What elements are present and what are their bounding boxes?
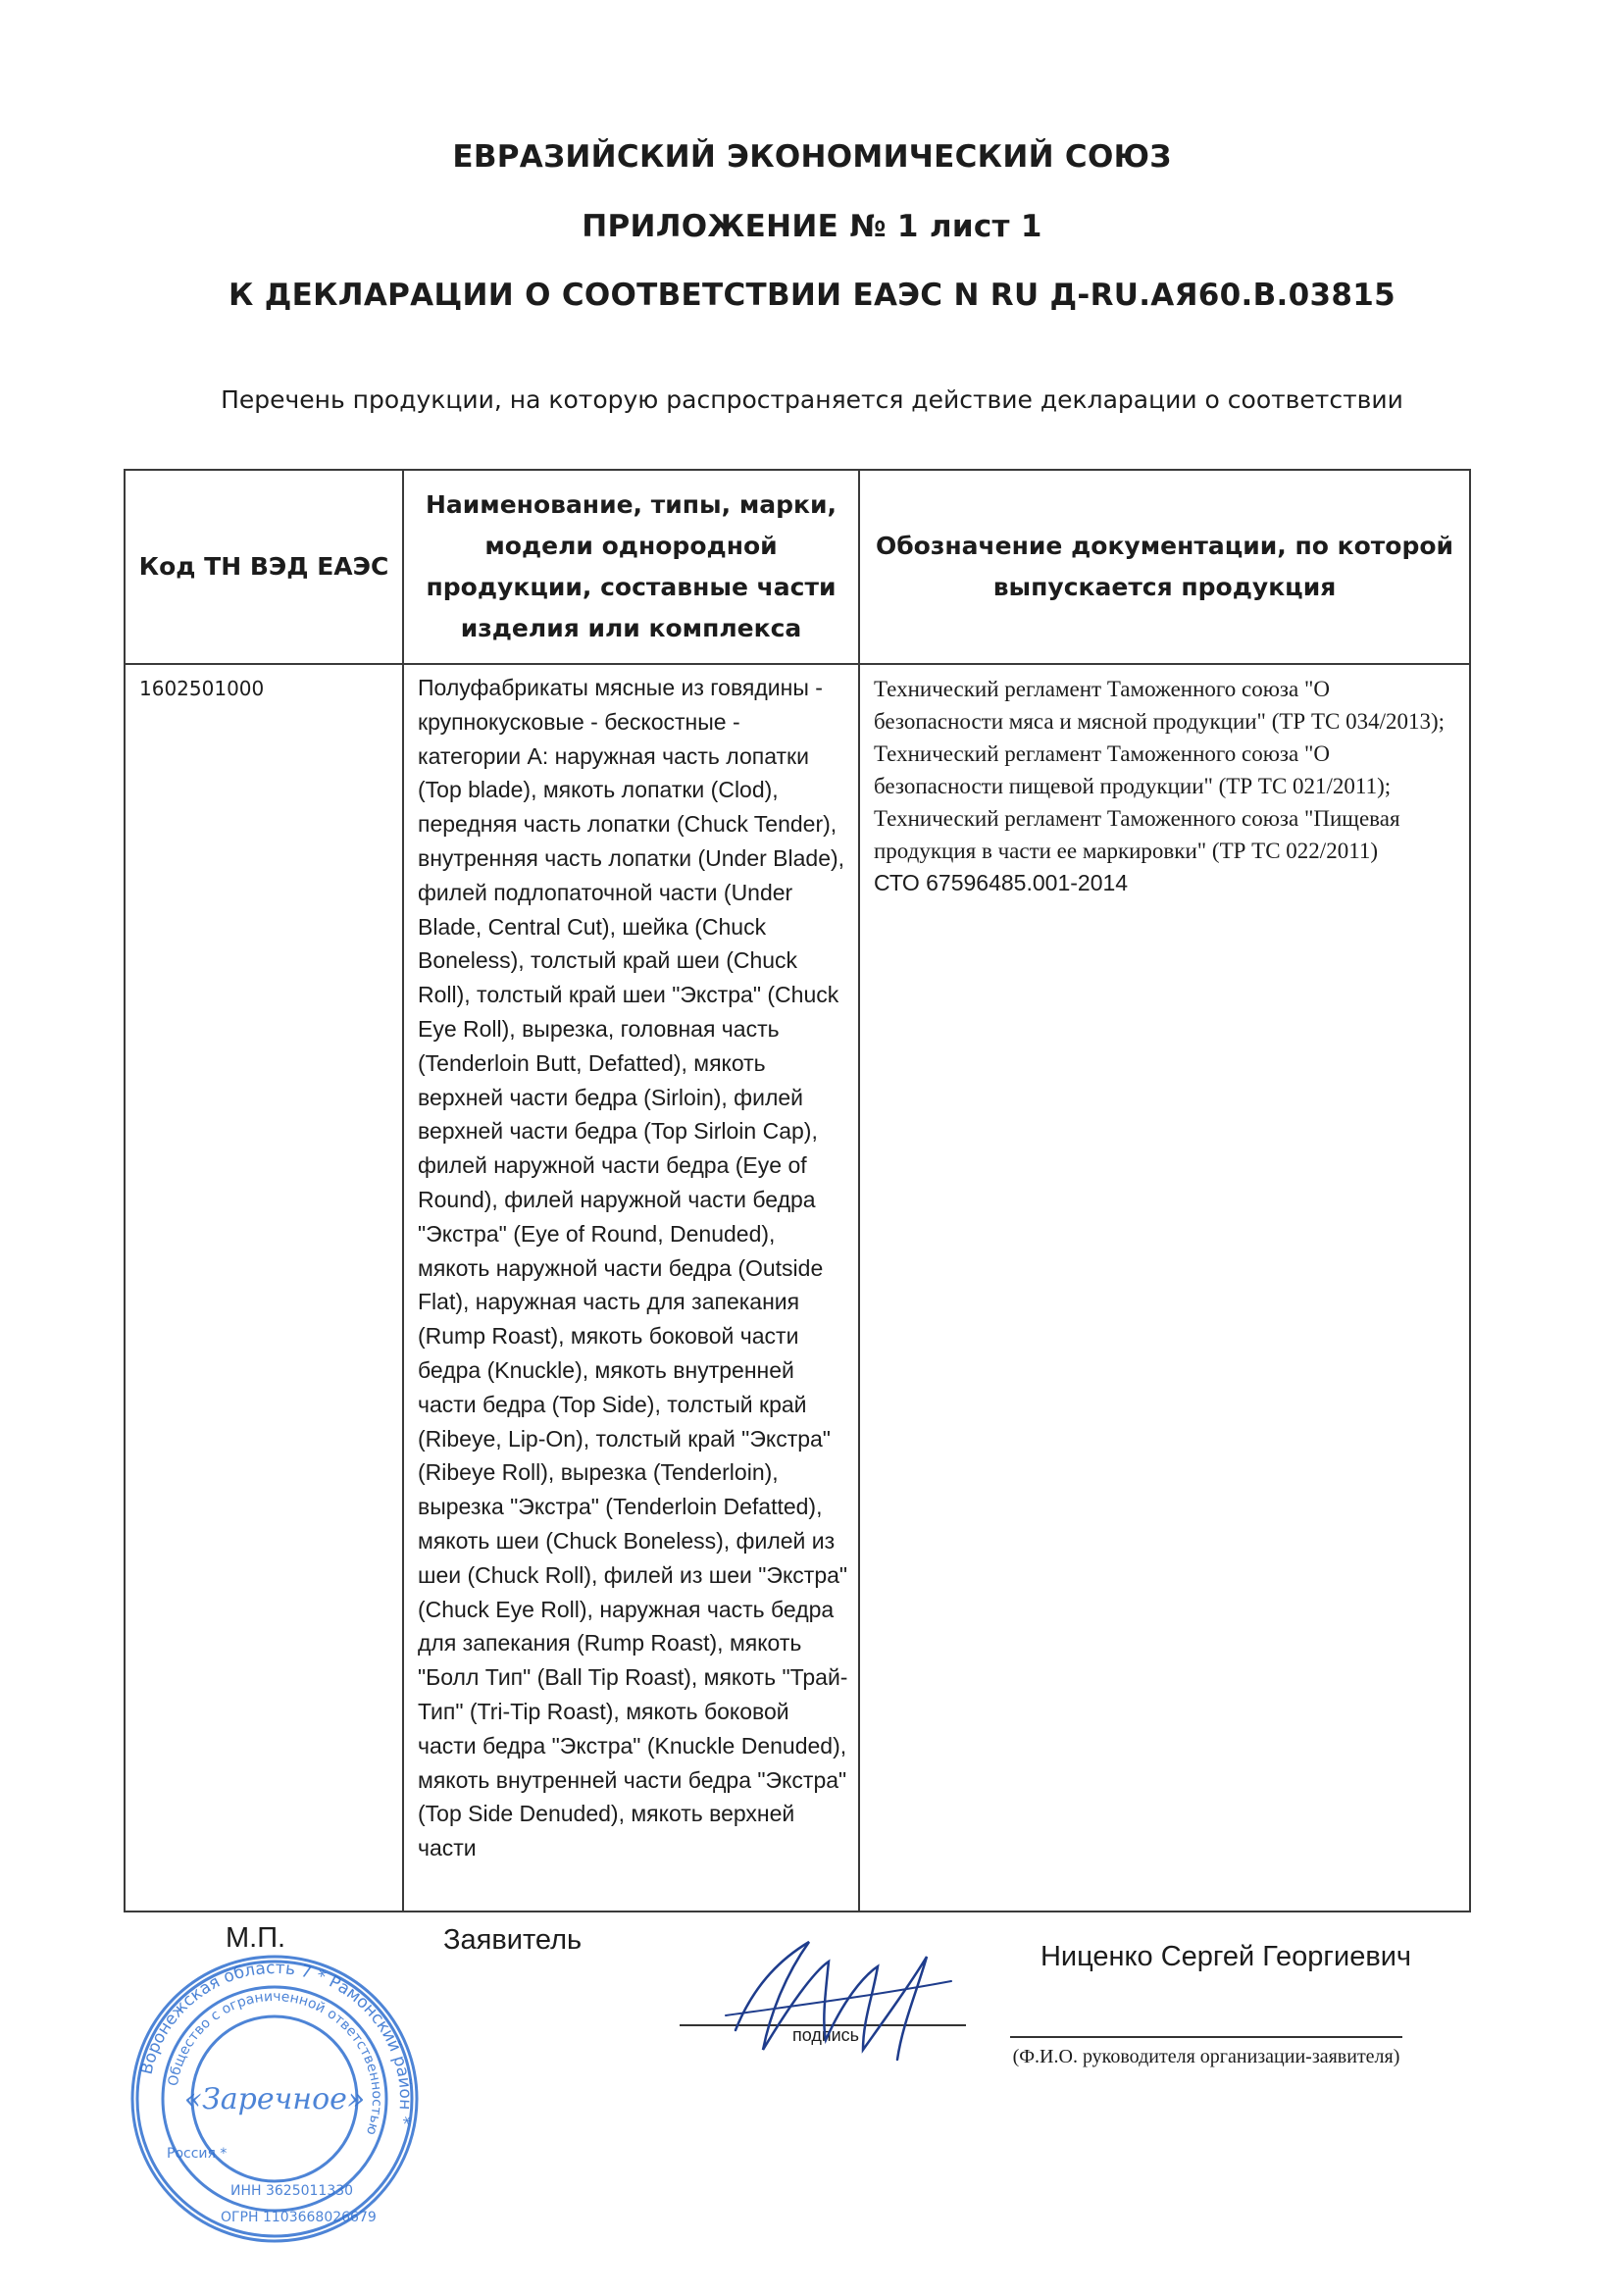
- documentation-cell: [859, 664, 1470, 1912]
- signature-mark: [716, 1922, 971, 2069]
- stamp-bottom-text: Россия *: [167, 2146, 228, 2162]
- product-code: 1602501000: [125, 664, 403, 1912]
- signer-name-line: [1010, 2036, 1402, 2038]
- doc-item: Технический регламент Таможенного союза "О безопасности пищевой продукции" (ТР ТС 021/2011);: [874, 741, 1392, 798]
- column-header-docs: Обозначение документации, по которой выпускается продукция: [859, 470, 1470, 664]
- column-header-code: Код ТН ВЭД ЕАЭС: [125, 470, 403, 664]
- doc-item: Технический регламент Таможенного союза "Пищевая продукция в части ее маркировки" (ТР ТС 022/2011): [874, 806, 1400, 863]
- intro-text: Перечень продукции, на которую распространяется действие декларации о соответствии: [221, 385, 1403, 414]
- stamp-inner-text: Общество с ограниченной ответственностью: [165, 1988, 385, 2137]
- declaration-title: К ДЕКЛАРАЦИИ О СООТВЕТСТВИИ ЕАЭС N RU Д-RU.АЯ60.В.03815: [228, 278, 1396, 313]
- signer-name: Ниценко Сергей Георгиевич: [1040, 1941, 1412, 1972]
- doc-item: СТО 67596485.001-2014: [874, 870, 1129, 895]
- applicant-label: Заявитель: [443, 1924, 583, 1956]
- stamp-outer-text: Воронежская область 7 * Рамонский район *: [136, 1958, 416, 2126]
- stamp-ogrn-text: ОГРН 1103668026679: [221, 2210, 377, 2225]
- column-header-name: Наименование, типы, марки, модели однородной продукции, составные части изделия или комплекса: [403, 470, 859, 664]
- union-title: ЕВРАЗИЙСКИЙ ЭКОНОМИЧЕСКИЙ СОЮЗ: [452, 139, 1172, 175]
- signer-caption: (Ф.И.О. руководителя организации-заявителя): [1012, 2046, 1400, 2067]
- signature-caption: подпись: [792, 2025, 860, 2045]
- product-description: Полуфабрикаты мясные из говядины - крупнокусковые - бескостные - категории А: наружная часть лопатки (Top blade), мякоть лопатки (Clod), передняя часть лопатки (Chuck Tender), внутренняя часть лопатки (Under Blade), филей подлопаточной части (Under Blade, Central Cut), шейка (Chuck Boneless), толстый край шеи (Chuck Roll), толстый край шеи "Экстра" (Chuck Eye Roll), вырезка, головная часть (Tenderloin Butt, Defatted), мякоть верхней части бедра (Sirloin), филей верхней части бедра (Top Sirloin Cap), филей наружной части бедра (Eye of Round), филей наружной части бедра "Экстра" (Eye of Round, Denuded), мякоть наружной части бедра (Outside Flat), наружная часть для запекания (Rump Roast), мякоть боковой части бедра (Knuckle), мякоть внутренней части бедра (Top Side), толстый край (Ribeye, Lip-On), толстый край "Экстра" (Ribeye Roll), вырезка (Tenderloin), вырезка "Экстра" (Tenderloin Defatted), мякоть шеи (Chuck Boneless), филей из шеи (Chuck Roll), филей из шеи "Экстра" (Chuck Eye Roll), наружная часть бедра для запекания (Rump Roast), мякоть "Болл Тип" (Ball Tip Roast), мякоть "Трай-Тип" (Tri-Tip Roast), мякоть боковой части бедра "Экстра" (Knuckle Denuded), мякоть внутренней части бедра "Экстра" (Top Side Denuded), мякоть верхней части: [403, 664, 859, 1912]
- company-stamp: [127, 1952, 422, 2246]
- table-row: [125, 664, 1470, 1912]
- stamp-center-text: «Заречное»: [183, 2082, 366, 2116]
- table-header-row: [125, 470, 1470, 664]
- product-table: [124, 469, 1471, 1912]
- doc-item: Технический регламент Таможенного союза "О безопасности мяса и мясной продукции" (ТР ТС 034/2013);: [874, 677, 1446, 734]
- stamp-inn-text: ИНН 3625011330: [230, 2183, 354, 2199]
- seal-place-label: М.П.: [226, 1922, 286, 1954]
- appendix-title: ПРИЛОЖЕНИЕ № 1 лист 1: [582, 209, 1042, 244]
